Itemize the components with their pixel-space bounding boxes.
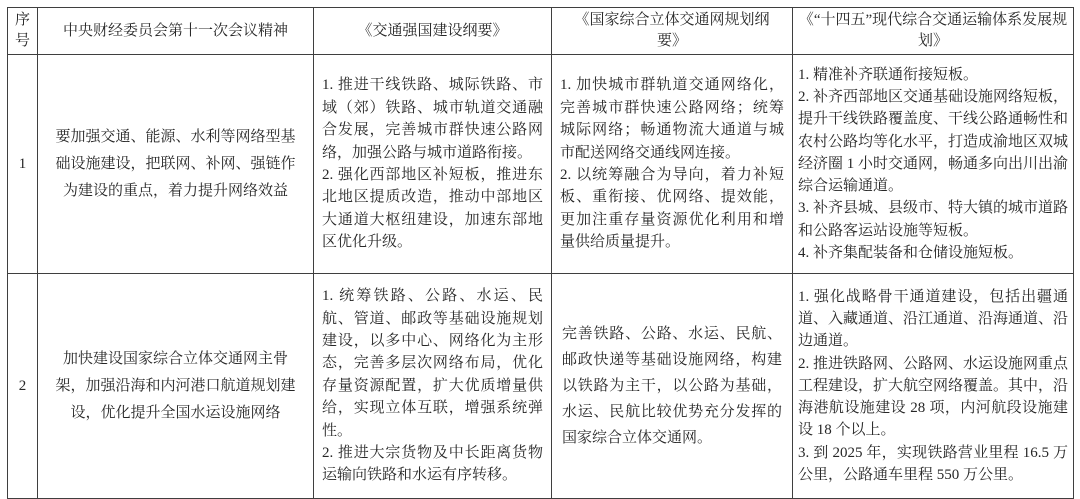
row-2-cell-network-plan bbox=[552, 274, 793, 499]
row-2-cell-14th-five-plan bbox=[793, 274, 1074, 499]
column-header-seq: 序号 bbox=[8, 8, 38, 55]
list-item: 2. 推进铁路网、公路网、水运设施网重点工程建设，扩大航空网络覆盖。其中，沿海港航设施建设 28 项，内河航段设施建设 18 个以上。 bbox=[798, 355, 1069, 439]
column-header-qiangguo-outline: 《交通强国建设纲要》 bbox=[314, 8, 552, 55]
paragraph: 完善铁路、公路、水运、民航、邮政快递等基础设施网络，构建以铁路为主干，以公路为基础，水运、民航比较优势充分发挥的国家综合立体交通网。 bbox=[562, 326, 782, 446]
row-2-cell-qiangguo-outline bbox=[314, 274, 552, 499]
list-item: 1. 精准补齐联通衔接短板。 bbox=[798, 67, 979, 84]
policy-comparison-table bbox=[7, 7, 1074, 499]
column-header-network-plan: 《国家综合立体交通网规划纲要》 bbox=[552, 8, 793, 55]
row-1-cell-meeting-spirit: 要加强交通、能源、水利等网络型基础设施建设，把联网、补网、强链作为建设的重点，着力提升网络效益 bbox=[38, 55, 314, 274]
list-item: 1. 强化战略骨干通道建设，包括出疆通道、入藏通道、沿江通道、沿海通道、沿边通道。 bbox=[798, 289, 1069, 350]
row-1-seq-number: 1 bbox=[8, 55, 38, 274]
row-1-cell-14th-five-plan bbox=[793, 55, 1074, 274]
row-2-seq-number: 2 bbox=[8, 274, 38, 499]
row-1-cell-network-plan bbox=[552, 55, 793, 274]
list-item: 2. 补齐西部地区交通基础设施网络短板，提升干线铁路覆盖度、干线公路通畅性和农村公路均等化水平，打造成渝地区双城经济圈 1 小时交通网，畅通多向出川出渝综合运输通道。 bbox=[798, 89, 1069, 195]
list-item: 2. 以统筹融合为导向，着力补短板、重衔接、优网络、提效能，更加注重存量资源优化利用和增量供给质量提升。 bbox=[560, 167, 784, 251]
list-item: 2. 强化西部地区补短板，推进东北地区提质改造，推动中部地区大通道大枢纽建设，加速东部地区优化升级。 bbox=[322, 167, 543, 251]
list-item: 3. 到 2025 年，实现铁路营业里程 16.5 万公里，公路通车里程 550 万公里。 bbox=[798, 444, 1068, 483]
list-item: 4. 补齐集配装备和仓储设施短板。 bbox=[798, 244, 1024, 261]
list-item: 1. 加快城市群轨道交通网络化，完善城市群快速公路网络；统筹城际网络；畅通物流大通道与城市配送网络交通线网连接。 bbox=[560, 77, 784, 161]
list-item: 3. 补齐县城、县级市、特大镇的城市道路和公路客运站设施等短板。 bbox=[798, 200, 1069, 239]
header-row bbox=[8, 8, 1074, 55]
list-item: 1. 统筹铁路、公路、水运、民航、管道、邮政等基础设施规划建设，以多中心、网络化为主形态，完善多层次网络布局，优化存量资源配置，扩大优质增量供给，实现立体互联，增强系统弹性。 bbox=[322, 288, 543, 439]
row-2-cell-meeting-spirit: 加快建设国家综合立体交通网主骨架，加强沿海和内河港口航道规划建设，优化提升全国水运设施网络 bbox=[38, 274, 314, 499]
list-item: 2. 推进大宗货物及中长距离货物运输向铁路和水运有序转移。 bbox=[322, 445, 543, 484]
list-item: 1. 推进干线铁路、城际铁路、市域（郊）铁路、城市轨道交通融合发展，完善城市群快速公路网络，加强公路与城市道路衔接。 bbox=[322, 77, 543, 161]
table-row-2 bbox=[8, 274, 1074, 499]
table-row-1 bbox=[8, 55, 1074, 274]
column-header-meeting-spirit: 中央财经委员会第十一次会议精神 bbox=[38, 8, 314, 55]
column-header-14th-five-plan: 《“十四五”现代综合交通运输体系发展规划》 bbox=[793, 8, 1074, 55]
row-1-cell-qiangguo-outline bbox=[314, 55, 552, 274]
